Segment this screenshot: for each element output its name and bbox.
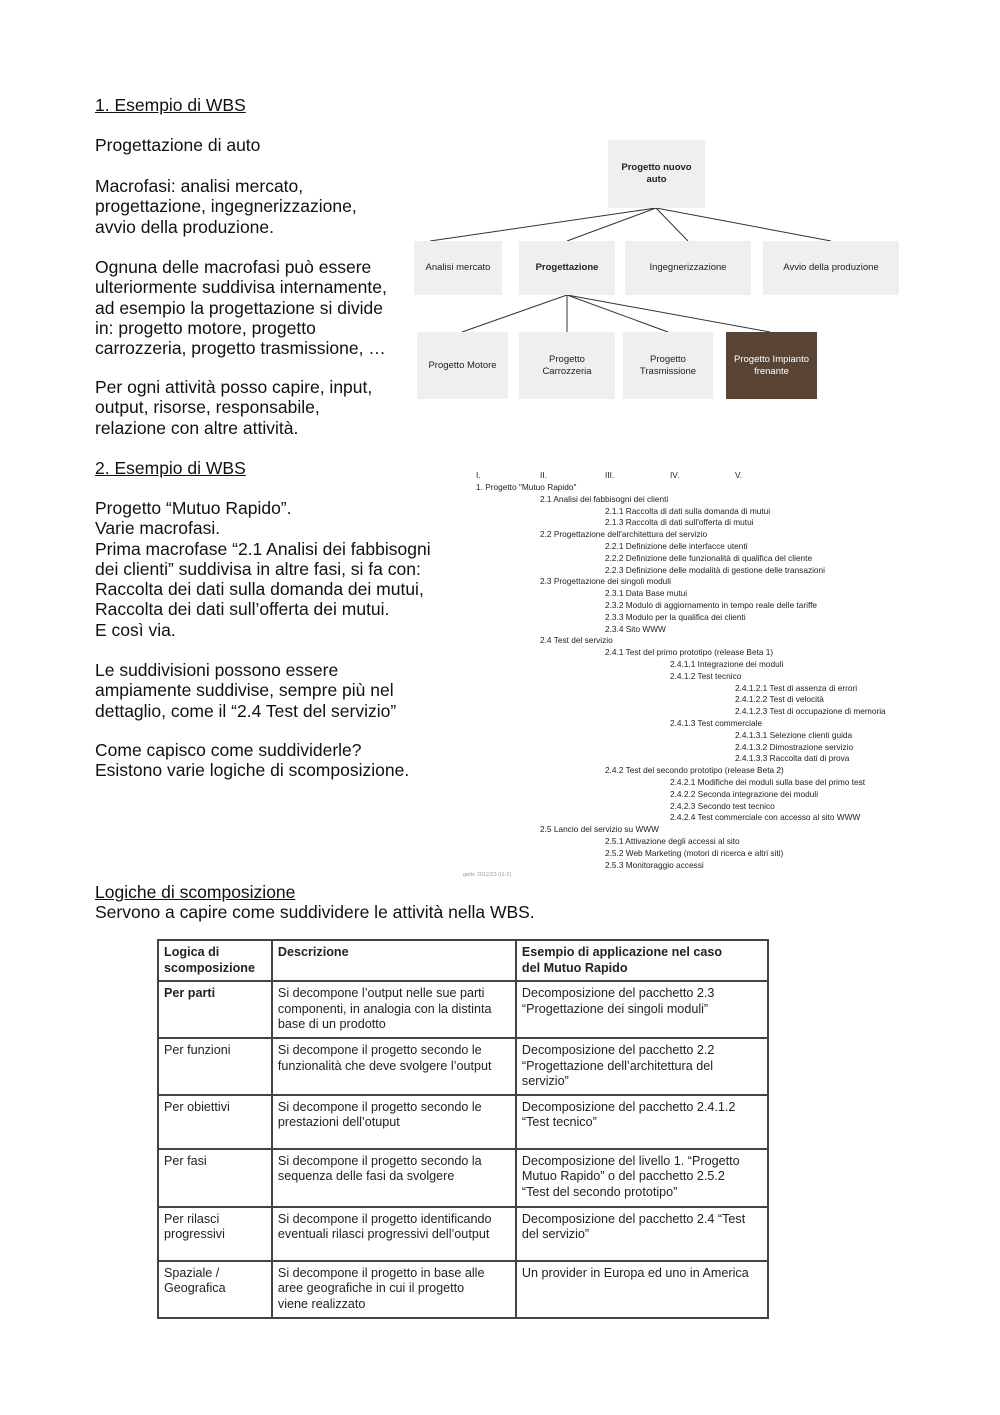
wbs-node-progetto-impianto-frenante [726, 332, 817, 399]
wbs-node-label: Progetto Motore [428, 359, 497, 371]
wbs-node-label: Progetto Impianto frenante [734, 353, 809, 377]
section-1-paragraph-3: Ognuna delle macrofasi può essere ulteriormente suddivisa internamente, ad esempio la progettazione si divide in: progetto motore, progetto carrozzeria, progetto trasmissione, … [95, 257, 387, 359]
section-3-paragraph-1: Servono a capire come suddividere le attività nella WBS. [95, 902, 535, 922]
cell-descrizione: Si decompone il progetto identificando eventuali rilasci progressivi dell’output [272, 1207, 516, 1261]
outline-item: 2.4.2.4 Test commerciale con accesso al sito WWW [670, 812, 861, 823]
section-1-paragraph-4: Per ogni attività posso capire, input, output, risorse, responsabile, relazione con altre attività. [95, 377, 373, 438]
section-1-paragraph-2: Macrofasi: analisi mercato, progettazione, ingegnerizzazione, avvio della produzione. [95, 176, 357, 237]
outline-item: 2.3.2 Modulo di aggiornamento in tempo reale delle tariffe [605, 600, 818, 610]
outline-item: 2.3.3 Modulo per la qualifica dei clienti [605, 611, 746, 622]
outline-item: 2.4.1.3.3 Raccolta dati di prova [735, 753, 850, 764]
outline-item: 2.2.3 Definizione delle modalità di gestione delle transazioni [605, 564, 826, 575]
cell-esempio: Un provider in Europa ed uno in America [516, 1261, 768, 1318]
table-header-row [158, 940, 768, 981]
outline-item: 2.1 Analisi dei fabbisogni dei clienti [540, 493, 669, 504]
outline-item: 2.3.1 Data Base mutui [605, 588, 688, 599]
section-3-title: Logiche di scomposizione [95, 882, 296, 902]
section-1-title: 1. Esempio di WBS [95, 95, 246, 115]
outline-item: 2.4.1.2.2 Test di velocità [735, 694, 824, 705]
cell-logica: Spaziale / Geografica [158, 1261, 272, 1318]
outline-item: 2.4.1.3.1 Selezione clienti guida [735, 729, 853, 740]
outline-item: 2.4.2.2 Seconda integrazione dei moduli [670, 788, 819, 799]
outline-item: 2.4.1.2.1 Test di assenza di errori [735, 682, 858, 693]
cell-descrizione: Si decompone il progetto secondo la sequenza delle fasi da svolgere [272, 1149, 516, 1207]
wbs-node-avvio-produzione [763, 241, 899, 295]
cell-logica: Per fasi [158, 1149, 272, 1207]
wbs-node-label: Progetto Carrozzeria [542, 353, 592, 377]
outline-header-label: II. [540, 470, 547, 480]
outline-item: 2.4.1.3 Test commerciale [670, 718, 763, 728]
section-1-paragraph-1: Progettazione di auto [95, 135, 261, 155]
outline-item: 2.4.1.2.3 Test di occupazione di memoria [735, 706, 886, 717]
cell-esempio: Decomposizione del pacchetto 2.3 “Progettazione dei singoli moduli” [516, 981, 768, 1038]
wbs-node-label: Progettazione [535, 262, 599, 273]
outline-item: 2.4.1.3.2 Dimostrazione servizio [735, 741, 854, 752]
section-2-title: 2. Esempio di WBS [95, 458, 246, 478]
cell-descrizione: Si decompone l’output nelle sue parti componenti, in analogia con la distinta base di un prodotto [272, 981, 516, 1038]
header-logica: Logica di scomposizione [158, 940, 272, 981]
section-2-paragraph-2: Le suddivisioni possono essere ampiamente suddivise, sempre più nel dettaglio, come il “2.4 Test del servizio” [95, 660, 397, 721]
outline-header-label: V. [735, 470, 743, 480]
outline-item: 2.4.2 Test del secondo prototipo (release Beta 2) [605, 765, 784, 776]
outline-item: 2.2.1 Definizione delle interfacce utenti [605, 541, 748, 551]
outline-item: 1. Progetto "Mutuo Rapido" [476, 482, 577, 492]
table-row [158, 1207, 768, 1261]
outline-item: 2.2.2 Definizione delle funzionalità di qualifica del cliente [605, 552, 813, 563]
cell-descrizione: Si decompone il progetto in base alle aree geografiche in cui il progetto viene realizzato [272, 1261, 516, 1318]
outline-item: 2.4.1 Test del primo prototipo (release Beta 1) [605, 647, 774, 658]
wbs-node-label: Progetto Trasmissione [639, 353, 697, 377]
outline-item: 2.5.3 Monitoraggio accessi [605, 859, 704, 870]
wbs-node-ingegnerizzazione [625, 241, 751, 295]
cell-esempio: Decomposizione del livello 1. “Progetto Mutuo Rapido” o del pacchetto 2.5.2 “Test del secondo prototipo” [516, 1149, 768, 1207]
wbs-node-progetto-trasmissione [623, 332, 713, 399]
outline-item: 2.3 Progettazione dei singoli moduli [540, 576, 671, 587]
outline-item: 2.1.3 Raccolta di dati sull'offerta di mutui [605, 517, 754, 528]
header-esempio: Esempio di applicazione nel caso del Mutuo Rapido [516, 940, 768, 981]
scomposizione-table [157, 939, 769, 1319]
cell-esempio: Decomposizione del pacchetto 2.4 “Test del servizio” [516, 1207, 768, 1261]
wbs-node-label: Ingegnerizzazione [649, 262, 727, 273]
cell-descrizione: Si decompone il progetto secondo le prestazioni dell’otuput [272, 1095, 516, 1149]
outline-item: 2.2 Progettazione dell'architettura del servizio [540, 529, 708, 540]
header-descrizione: Descrizione [272, 940, 516, 981]
outline-item: 2.4.2.1 Modifiche dei moduli sulla base del primo test [670, 777, 866, 787]
cell-descrizione: Si decompone il progetto secondo le funzionalità che deve svolgere l’output [272, 1038, 516, 1095]
outline-item: 2.5 Lancio del servizio su WWW [540, 824, 659, 835]
wbs-node-label: Analisi mercato [425, 262, 491, 273]
table-row [158, 1095, 768, 1149]
cell-logica: Per rilasci progressivi [158, 1207, 272, 1261]
table-row [158, 981, 768, 1038]
outline-item: 2.4 Test del servizio [540, 635, 613, 646]
outline-item: 2.4.2.3 Secondo test tecnico [670, 800, 775, 811]
section-2-paragraph-1: Progetto “Mutuo Rapido”. Varie macrofasi. Prima macrofase “2.1 Analisi dei fabbisogni dei clienti” suddivisa in altre fasi, si fa con: Raccolta dei dati sulla domanda dei mutui, Raccolta dei dati sull’offerta dei mutui. E così via. [95, 498, 431, 640]
outline-item: 2.4.1.2 Test tecnico [670, 670, 742, 681]
section-2-paragraph-3: Come capisco come suddividerle? Esistono varie logiche di scomposizione. [95, 740, 410, 781]
outline-header-label: III. [605, 470, 615, 480]
wbs-node-label: Avvio della produzione [783, 262, 879, 273]
cell-logica: Per obiettivi [158, 1095, 272, 1149]
table-row [158, 1038, 768, 1095]
cell-logica: Per funzioni [158, 1038, 272, 1095]
outline-item: 2.3.4 Sito WWW [605, 623, 666, 634]
cell-esempio: Decomposizione del pacchetto 2.4.1.2 “Test tecnico” [516, 1095, 768, 1149]
cell-logica: Per parti [158, 981, 272, 1038]
table-row [158, 1149, 768, 1207]
outline-item: 2.5.1 Attivazione degli accessi al sito [605, 836, 740, 846]
outline-item: 2.1.1 Raccolta di dati sulla domanda di mutui [605, 505, 771, 516]
outline-item: 2.5.2 Web Marketing (motori di ricerca e altri siti) [605, 847, 784, 858]
outline-header-label: I. [476, 470, 481, 480]
table-row [158, 1261, 768, 1318]
outline-header-label: IV. [670, 470, 680, 480]
outline-footer: getto 2012/23 (I1-2) [463, 872, 512, 878]
wbs-node-analisi-mercato [414, 241, 502, 295]
wbs-root-node [608, 140, 705, 208]
wbs-node-progetto-carrozzeria [519, 332, 615, 399]
wbs-root-label: Progetto nuovo auto [621, 162, 692, 185]
wbs-node-progettazione [519, 241, 615, 295]
wbs-node-progetto-motore [417, 332, 508, 399]
cell-esempio: Decomposizione del pacchetto 2.2 “Progettazione dell’architettura del servizio” [516, 1038, 768, 1095]
outline-item: 2.4.1.1 Integrazione dei moduli [670, 659, 784, 669]
